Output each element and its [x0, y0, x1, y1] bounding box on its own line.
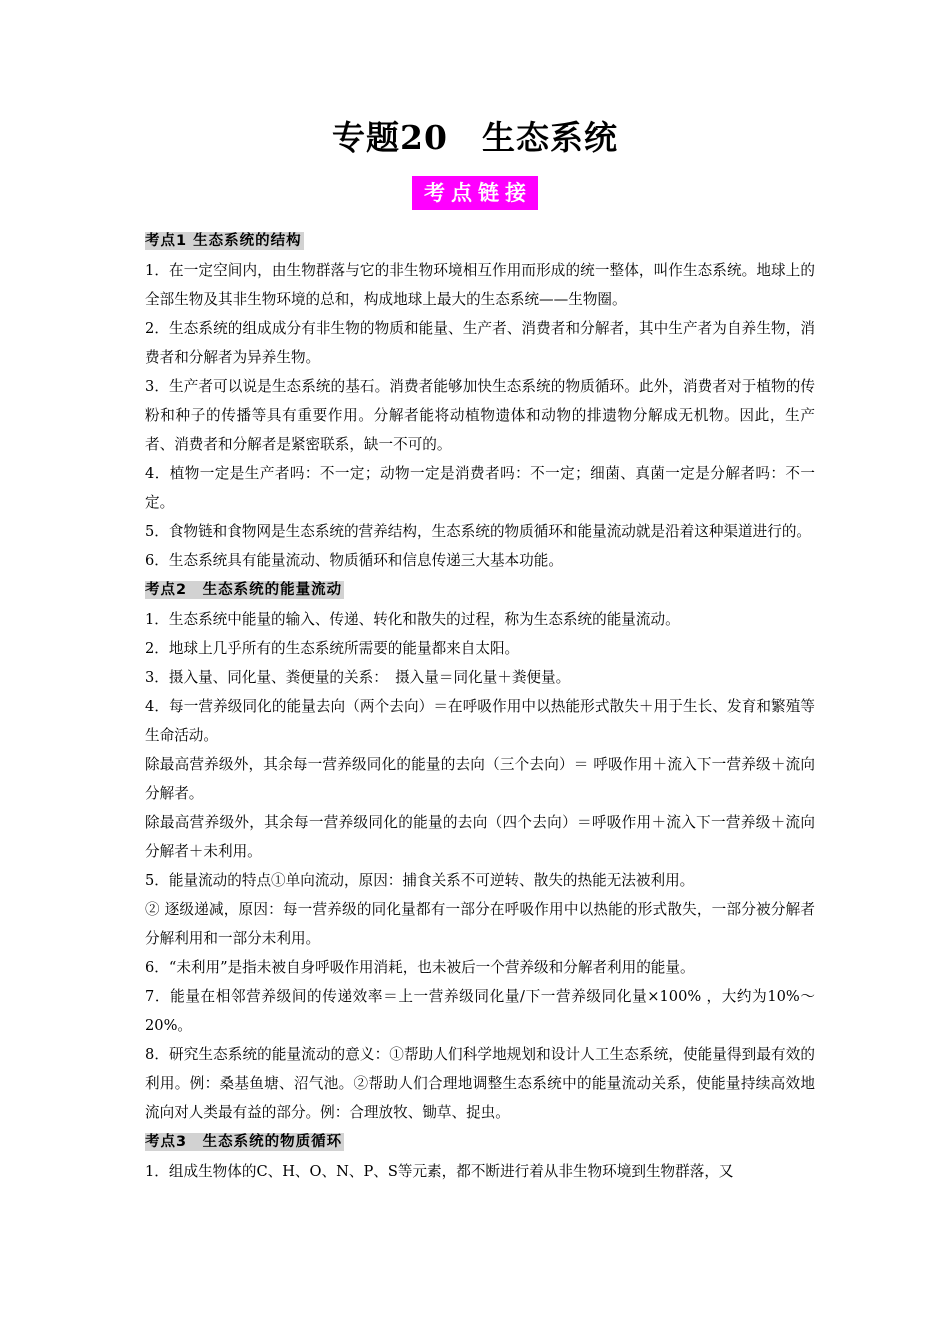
- paragraph: 8．研究生态系统的能量流动的意义：①帮助人们科学地规划和设计人工生态系统，使能量得到最有效的利用。例：桑基鱼塘、沼气池。②帮助人们合理地调整生态系统中的能量流动关系，使能量持续高效地流向对人类最有益的部分。例：合理放牧、锄草、捉虫。: [145, 1046, 815, 1121]
- paragraph: 1．在一定空间内，由生物群落与它的非生物环境相互作用而形成的统一整体，叫作生态系统。地球上的全部生物及其非生物环境的总和，构成地球上最大的生态系统——生物圈。: [145, 262, 815, 308]
- section-1: [145, 226, 815, 575]
- section-banner: 考点链接: [412, 176, 538, 210]
- paragraph: 1．生态系统中能量的输入、传递、转化和散失的过程，称为生态系统的能量流动。: [145, 611, 680, 628]
- paragraph: 5．能量流动的特点①单向流动，原因：捕食关系不可逆转、散失的热能无法被利用。: [145, 872, 695, 889]
- section-2: [145, 575, 815, 1127]
- paragraph: 2．生态系统的组成成分有非生物的物质和能量、生产者、消费者和分解者，其中生产者为自养生物，消费者和分解者为异养生物。: [145, 320, 815, 366]
- paragraph: 4．每一营养级同化的能量去向（两个去向）＝在呼吸作用中以热能形式散失＋用于生长、发育和繁殖等生命活动。: [145, 698, 815, 744]
- paragraph: 3．生产者可以说是生态系统的基石。消费者能够加快生态系统的物质循环。此外，消费者对于植物的传粉和种子的传播等具有重要作用。分解者能将动植物遗体和动物的排遗物分解成无机物。因此，生产者、消费者和分解者是紧密联系，缺一不可的。: [145, 378, 815, 453]
- paragraph: 4．植物一定是生产者吗：不一定；动物一定是消费者吗：不一定；细菌、真菌一定是分解者吗：不一定。: [145, 465, 815, 511]
- document-body: [145, 226, 815, 1186]
- paragraph: 7．能量在相邻营养级间的传递效率＝上一营养级同化量/下一营养级同化量×100% ，大约为10%～20%。: [145, 988, 815, 1034]
- section-heading: 考点3 生态系统的物质循环: [145, 1134, 343, 1150]
- section-heading: 考点2 生态系统的能量流动: [145, 582, 343, 598]
- paragraph: 除最高营养级外，其余每一营养级同化的能量的去向（四个去向）＝呼吸作用＋流入下一营养级＋流向分解者＋未利用。: [145, 814, 815, 860]
- banner-container: [0, 176, 950, 210]
- paragraph: 2．地球上几乎所有的生态系统所需要的能量都来自太阳。: [145, 640, 520, 657]
- paragraph: ② 逐级递减，原因：每一营养级的同化量都有一部分在呼吸作用中以热能的形式散失，一部分被分解者分解利用和一部分未利用。: [145, 901, 815, 947]
- section-3: [145, 1127, 815, 1186]
- paragraph: 除最高营养级外，其余每一营养级同化的能量的去向（三个去向）＝ 呼吸作用＋流入下一营养级＋流向分解者。: [145, 756, 815, 802]
- paragraph: 6．“未利用”是指未被自身呼吸作用消耗，也未被后一个营养级和分解者利用的能量。: [145, 959, 695, 976]
- section-heading: 考点1 生态系统的结构: [145, 233, 302, 249]
- paragraph: 3．摄入量、同化量、粪便量的关系： 摄入量＝同化量＋粪便量。: [145, 669, 571, 686]
- document-title: 专题20 生态系统: [332, 118, 618, 157]
- paragraph: 5．食物链和食物网是生态系统的营养结构，生态系统的物质循环和能量流动就是沿着这种渠道进行的。: [145, 523, 812, 540]
- paragraph: 6．生态系统具有能量流动、物质循环和信息传递三大基本功能。: [145, 552, 563, 569]
- paragraph: 1．组成生物体的C、H、O、N、P、S等元素，都不断进行着从非生物环境到生物群落，又: [145, 1163, 734, 1180]
